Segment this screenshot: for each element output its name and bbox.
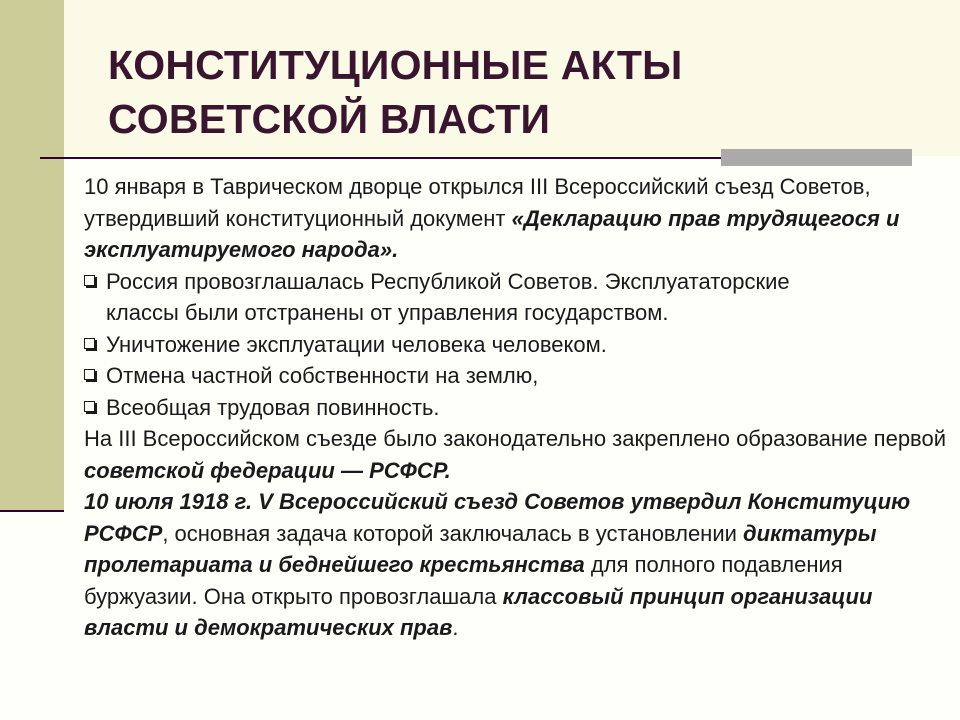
bullet-item xyxy=(84,392,948,424)
title-accent-bar xyxy=(721,149,912,166)
checkbox-bullet-icon xyxy=(84,275,95,286)
constitution-text-3: . xyxy=(452,615,459,640)
constitution-bold-1: 10 июля 1918 г. V Всероссийский съезд Советов утвердил Конституцию РСФСР xyxy=(84,489,911,546)
federation-paragraph xyxy=(84,423,948,486)
bullet-item-continuation: классы были отстранены от управления государством. xyxy=(106,300,669,325)
slide-title xyxy=(108,38,908,146)
federation-text: На III Всероссийском съезде было законодательно закреплено образование первой xyxy=(84,426,947,451)
intro-paragraph xyxy=(84,171,948,266)
checkbox-bullet-icon xyxy=(84,401,95,412)
side-band xyxy=(0,0,64,512)
checkbox-bullet-icon xyxy=(84,369,95,380)
bullet-item xyxy=(84,360,948,392)
bullet-text: Уничтожение эксплуатации человека человеком. xyxy=(106,331,607,357)
title-line-2: СОВЕТСКОЙ ВЛАСТИ xyxy=(108,96,551,142)
federation-bold: советской федерации — РСФСР. xyxy=(84,457,451,483)
bullet-text: Отмена частной собственности на землю, xyxy=(106,363,539,388)
constitution-text-1: , основная задача которой заключалась в установлении xyxy=(162,520,744,546)
constitution-bold-3: классовый принцип организации власти и демократических прав xyxy=(84,583,873,640)
checkbox-bullet-icon xyxy=(84,338,95,349)
intro-text: 10 января в Таврическом дворце открылся III Всероссийский съезд Советов, утвердивший конституционный документ xyxy=(84,174,871,231)
intro-bold: «Декларацию прав трудящегося и эксплуатируемого народа». xyxy=(84,205,900,262)
constitution-paragraph xyxy=(84,486,948,644)
bullet-item xyxy=(84,329,948,361)
bullet-text: Россия провозглашалась Республикой Советов. Эксплуататорские xyxy=(106,268,790,294)
bullet-item xyxy=(84,266,948,298)
slide-content xyxy=(84,171,948,644)
constitution-bold-2: диктатуры пролетариата и беднейшего крестьянства xyxy=(84,520,877,577)
title-line-1: КОНСТИТУЦИОННЫЕ АКТЫ xyxy=(108,42,683,88)
constitution-text-2: для полного подавления буржуазии. Она открыто провозглашала xyxy=(84,552,843,609)
bullet-text: Всеобщая трудовая повинность. xyxy=(106,394,440,420)
side-divider xyxy=(0,510,64,512)
